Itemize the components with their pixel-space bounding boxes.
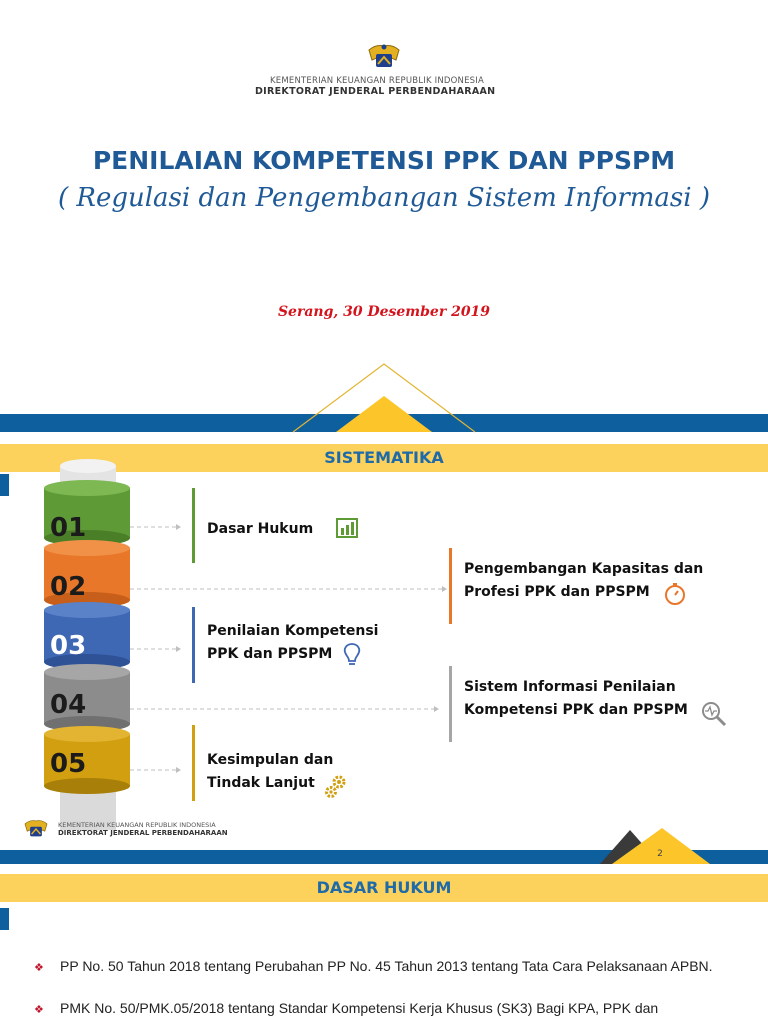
footer-ministry-name: KEMENTERIAN KEUANGAN REPUBLIK INDONESIA xyxy=(58,821,216,829)
page-number: 2 xyxy=(657,849,663,859)
chart-icon xyxy=(336,518,358,538)
step-02-label-line2: Profesi PPK dan PPSPM xyxy=(464,584,650,600)
directorate-name: DIREKTORAT JENDERAL PERBENDAHARAAN xyxy=(255,86,496,97)
step-03-label-line2: PPK dan PPSPM xyxy=(207,646,333,662)
slide-subtitle: ( Regulasi dan Pengembangan Sistem Informasi ) xyxy=(57,183,710,213)
legal-item xyxy=(34,958,734,974)
side-accent xyxy=(0,908,9,930)
legal-item-text: PP No. 50 Tahun 2018 tentang Perubahan PP No. 45 Tahun 2013 tentang Tata Cara Pelaksanaan APBN. xyxy=(60,958,713,974)
gears-icon xyxy=(324,774,348,800)
step-01-bar xyxy=(192,488,195,563)
magnifier-icon xyxy=(700,700,728,728)
step-number-02: 02 xyxy=(50,572,87,602)
footer-directorate-name: DIREKTORAT JENDERAL PERBENDAHARAAN xyxy=(58,829,228,837)
step-05-bar xyxy=(192,725,195,801)
lightbulb-icon xyxy=(342,642,362,668)
agenda-slide xyxy=(0,440,768,868)
step-number-01: 01 xyxy=(50,513,87,543)
legal-basis-heading: DASAR HUKUM xyxy=(0,874,768,902)
ministry-name: KEMENTERIAN KEUANGAN REPUBLIK INDONESIA xyxy=(270,76,484,86)
legal-basis-slide xyxy=(0,868,768,1024)
legal-item xyxy=(34,1000,734,1016)
step-03-label-line1: Penilaian Kompetensi xyxy=(207,623,379,639)
step-02-bar xyxy=(449,548,452,624)
diamond-bullet-icon: ❖ xyxy=(34,962,44,974)
step-number-05: 05 xyxy=(50,749,87,779)
step-04-bar xyxy=(449,666,452,742)
step-04-label xyxy=(464,676,688,722)
slide-title: PENILAIAN KOMPETENSI PPK DAN PPSPM xyxy=(92,146,676,175)
step-04-label-line2: Kompetensi PPK dan PPSPM xyxy=(464,702,688,718)
presentation-date: Serang, 30 Desember 2019 xyxy=(277,304,491,320)
legal-item-text: PMK No. 50/PMK.05/2018 tentang Standar Kompetensi Kerja Khusus (SK3) Bagi KPA, PPK dan xyxy=(60,1000,659,1016)
step-05-label-line2: Tindak Lanjut xyxy=(207,775,315,791)
step-01-label: Dasar Hukum xyxy=(207,521,314,537)
agenda-heading: SISTEMATIKA xyxy=(0,444,768,472)
stopwatch-icon xyxy=(663,582,687,606)
agenda-slide-footer-band xyxy=(0,824,768,868)
step-05-label xyxy=(207,749,333,795)
garuda-emblem-icon xyxy=(366,42,402,72)
side-accent xyxy=(0,474,9,496)
title-slide-footer-band xyxy=(0,360,768,440)
step-05-label-line1: Kesimpulan dan xyxy=(207,752,334,768)
diamond-bullet-icon: ❖ xyxy=(34,1004,44,1016)
step-number-03: 03 xyxy=(50,631,87,661)
title-slide xyxy=(0,0,768,440)
step-03-bar xyxy=(192,607,195,683)
step-02-label-line1: Pengembangan Kapasitas dan xyxy=(464,561,704,577)
step-number-04: 04 xyxy=(50,690,87,720)
step-04-label-line1: Sistem Informasi Penilaian xyxy=(464,679,676,695)
